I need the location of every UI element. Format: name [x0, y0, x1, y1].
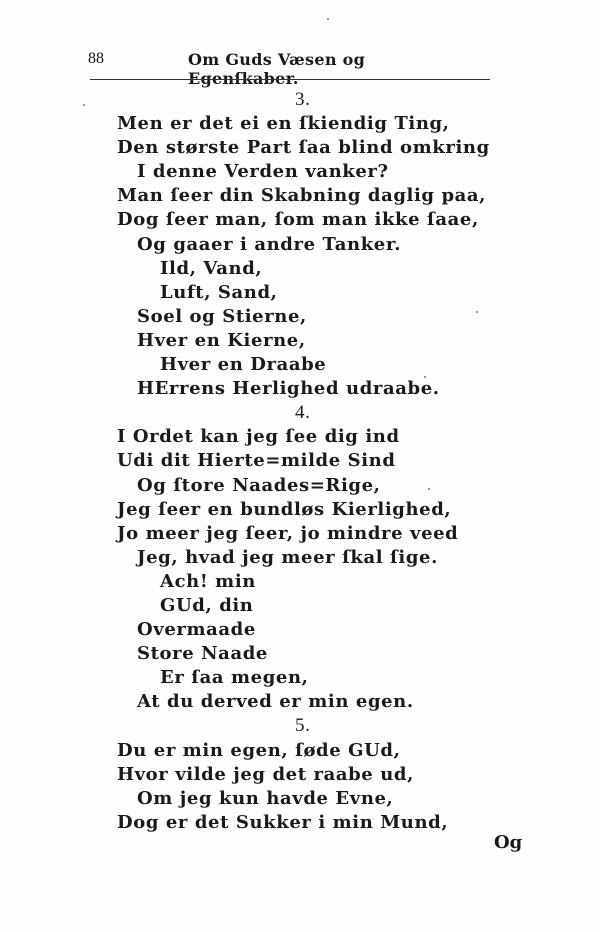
- verse-line: Om jeg kun havde Evne,: [137, 787, 394, 809]
- running-title: Om Guds Væsen og Egenſkaber.: [188, 50, 366, 88]
- verse-line: Hver en Kierne,: [137, 329, 306, 351]
- catchword: Og: [494, 832, 523, 853]
- verse-line: Den største Part ſaa blind omkring: [117, 137, 490, 159]
- verse-line: Luft, Sand,: [160, 281, 278, 303]
- verse-line: Jeg, hvad jeg meer ſkal ſige.: [137, 546, 438, 568]
- verse-line: Hvor vilde jeg det raabe ud,: [117, 763, 414, 785]
- verse-line: Men er det ei en ſkiendig Ting,: [117, 113, 450, 135]
- verse-line: Og gaaer i andre Tanker.: [137, 233, 402, 255]
- header-rule: [90, 79, 490, 80]
- verse-line: Du er min egen, ſøde GUd,: [117, 739, 401, 761]
- page-header: [88, 50, 470, 88]
- verse-line: Udi dit Hierte=milde Sind: [117, 450, 396, 472]
- verse-line: Dog er det Sukker i min Mund,: [117, 811, 449, 833]
- verse-line: HErrens Herlighed udraabe.: [137, 378, 440, 400]
- stanza-number: 3.: [295, 89, 311, 110]
- verse-line: At du derved er min egen.: [137, 691, 414, 713]
- stanza-number: 4.: [295, 402, 311, 424]
- verse-line: Er ſaa megen,: [160, 667, 309, 689]
- verse-line: Hver en Draabe: [160, 354, 327, 376]
- verse-line: Soel og Stierne,: [137, 305, 307, 327]
- verse-line: Jo meer jeg ſeer, jo mindre veed: [117, 522, 459, 544]
- verse-line: Man ſeer din Skabning daglig paa,: [117, 185, 487, 207]
- verse-line: Ach! min: [160, 570, 256, 592]
- print-speck: [476, 311, 478, 313]
- print-speck: [428, 488, 430, 490]
- verse-line: Og ſtore Naades=Rige,: [137, 474, 381, 496]
- poem-body: [117, 88, 497, 835]
- print-speck: [424, 376, 426, 378]
- verse-line: I Ordet kan jeg ſee dig ind: [117, 426, 400, 448]
- verse-line: Jeg ſeer en bundløs Kierlighed,: [117, 498, 452, 520]
- verse-line: Store Naade: [137, 643, 268, 665]
- verse-line: Overmaade: [137, 619, 256, 641]
- page-number: 88: [88, 50, 104, 67]
- verse-line: Ild, Vand,: [160, 257, 263, 279]
- print-speck: [327, 18, 329, 20]
- verse-line: GUd, din: [160, 594, 254, 616]
- print-speck: [83, 104, 85, 106]
- stanza-number: 5.: [295, 715, 311, 737]
- verse-line: Dog ſeer man, ſom man ikke ſaae,: [117, 209, 479, 231]
- verse-line: I denne Verden vanker?: [137, 161, 389, 183]
